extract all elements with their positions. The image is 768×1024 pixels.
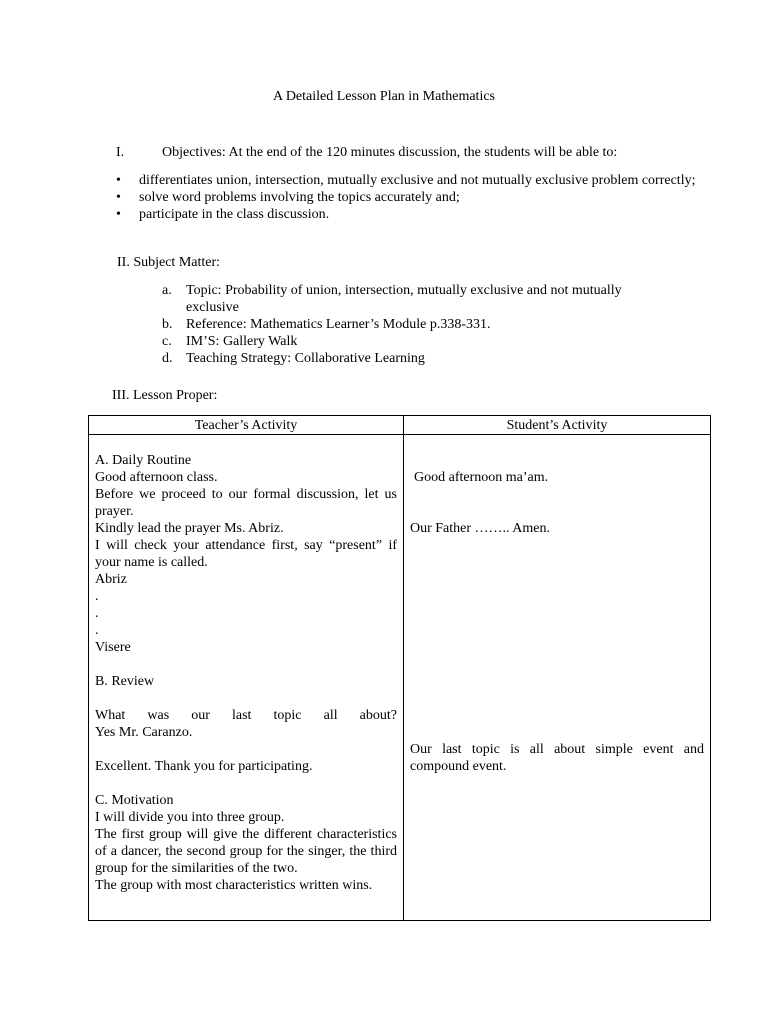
objective-item: • solve word problems involving the topics accurately and; [116, 190, 460, 205]
bullet-icon: • [116, 207, 121, 222]
subject-matter-item: b. Reference: Mathematics Learner’s Module p.338-331. [162, 317, 491, 332]
teacher-line: . [95, 606, 99, 621]
teacher-line: . [95, 623, 99, 638]
teacher-line: What was our last topic all about? [95, 708, 397, 723]
teacher-line: Abriz [95, 572, 127, 587]
document-title: A Detailed Lesson Plan in Mathematics [272, 89, 495, 104]
teacher-line: Excellent. Thank you for participating. [95, 759, 313, 774]
bullet-icon: • [116, 173, 121, 188]
teacher-line: Kindly lead the prayer Ms. Abriz. [95, 521, 284, 536]
motivation-heading: C. Motivation [95, 793, 174, 808]
objectives-list [112, 172, 704, 223]
daily-routine-heading: A. Daily Routine [95, 453, 192, 468]
subject-matter-item: a. Topic: Probability of union, intersection, mutually exclusive and not mutually exclusive [162, 283, 622, 315]
lesson-proper-heading: III. Lesson Proper: [112, 388, 218, 403]
lesson-table [88, 415, 711, 921]
student-line: Our last topic is all about simple event and compound event. [410, 742, 704, 774]
teacher-line: Visere [95, 640, 131, 655]
subject-matter-item: c. IM’S: Gallery Walk [162, 334, 298, 349]
subject-matter-item: d. Teaching Strategy: Collaborative Learning [162, 351, 425, 366]
objective-item: • participate in the class discussion. [116, 207, 330, 222]
bullet-icon: • [116, 190, 121, 205]
subject-matter-heading: II. Subject Matter: [117, 255, 221, 270]
teacher-line: . [95, 589, 99, 604]
teacher-activity-cell [89, 435, 404, 921]
teacher-line: Yes Mr. Caranzo. [95, 725, 193, 740]
student-line: Good afternoon ma’am. [414, 470, 549, 485]
teacher-line: The group with most characteristics written wins. [95, 878, 373, 893]
teacher-line: I will divide you into three group. [95, 810, 285, 825]
teacher-line: I will check your attendance first, say “present” if your name is called. [95, 538, 397, 570]
teacher-activity-header: Teacher’s Activity [89, 416, 404, 435]
objectives-text: Objectives: At the end of the 120 minutes discussion, the students will be able to: [162, 145, 618, 160]
student-activity-cell [404, 435, 711, 921]
subject-matter-list [162, 282, 674, 367]
objectives-number: I. [116, 145, 125, 160]
teacher-line: Before we proceed to our formal discussion, let us prayer. [95, 487, 397, 519]
teacher-line: The first group will give the different characteristics of a dancer, the second group for the singer, the third group for the similarities of the two. [95, 827, 397, 876]
objective-item: • differentiates union, intersection, mutually exclusive and not mutually exclusive problem correctly; [116, 173, 696, 188]
review-heading: B. Review [95, 674, 155, 689]
student-line: Our Father …….. Amen. [410, 521, 550, 536]
student-activity-header: Student’s Activity [404, 416, 711, 435]
teacher-line: Good afternoon class. [95, 470, 218, 485]
